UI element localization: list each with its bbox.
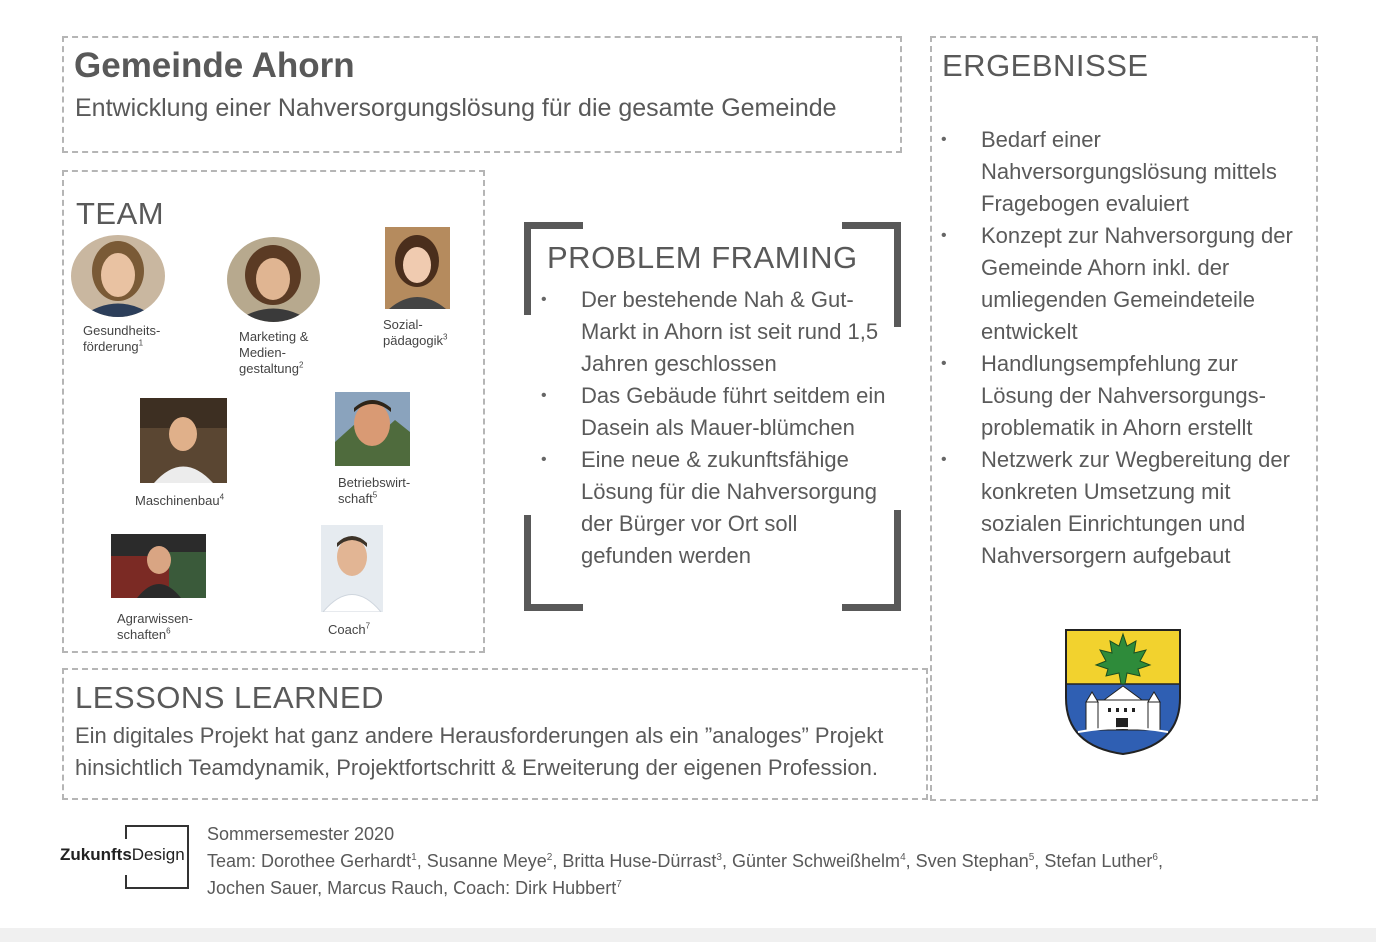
team-photo-5 [335, 392, 410, 466]
member-label: Gesundheits- [83, 323, 161, 338]
bottom-strip [0, 928, 1376, 942]
footer-team-prefix: Team: [207, 851, 262, 871]
member-label: Medien- [239, 345, 286, 360]
footer-footnote: 6 [1152, 852, 1158, 863]
footer-member: Stefan Luther [1044, 851, 1153, 871]
footer-member: Dorothee Gerhardt [261, 851, 412, 871]
footer-team-line-2 [207, 878, 622, 899]
logo-bold: Zukunfts [60, 845, 132, 864]
footer-footnote: 7 [616, 879, 622, 890]
list-item: • Netzwerk zur Wegbereitung der konkreten Umsetzung mit sozialen Einrichtungen und Nahversorgern aufgebaut [941, 444, 1313, 572]
list-item: • Der bestehende Nah & Gut-Markt in Ahorn ist seit rund 1,5 Jahren geschlossen [541, 284, 893, 380]
footer-member: Günter Schweißhelm [731, 851, 901, 871]
member-label: schaften [117, 627, 167, 642]
lessons-title: LESSONS LEARNED [75, 680, 384, 715]
list-item: • Das Gebäude führt seitdem ein Dasein als Mauer-blümchen [541, 380, 893, 444]
member-footnote: 7 [365, 621, 371, 631]
page-subtitle: Entwicklung einer Nahversorgungslösung für die gesamte Gemeinde [75, 94, 837, 122]
member-label: Coach [328, 622, 366, 637]
team-photo-7 [321, 525, 383, 612]
member-label: schaft [338, 491, 373, 506]
list-item: • Handlungsempfehlung zur Lösung der Nahversorgungs-problematik in Ahorn erstellt [941, 348, 1313, 444]
list-item: • Eine neue & zukunftsfähige Lösung für die Nahversorgung der Bürger vor Ort soll gefunden werden [541, 444, 893, 572]
list-item: • Bedarf einer Nahversorgungslösung mittels Fragebogen evaluiert [941, 124, 1313, 220]
team-photo-3 [385, 227, 450, 309]
problem-framing-title: PROBLEM FRAMING [547, 240, 858, 275]
logo-regular: Design [131, 845, 185, 864]
footer-member: Britta Huse-Dürrast [562, 851, 717, 871]
footer-member: Sven Stephan [915, 851, 1029, 871]
problem-framing-list [541, 284, 893, 572]
team-photo-2 [227, 237, 320, 322]
member-label: Agrarwissen- [117, 611, 193, 626]
member-footnote: 3 [443, 332, 448, 342]
member-label: Sozial- [383, 317, 423, 332]
footer-footnote: 1 [411, 852, 417, 863]
member-label: Maschinenbau [135, 493, 220, 508]
zukunftsdesign-logo [58, 845, 187, 865]
team-photo-4 [140, 398, 227, 483]
member-label: pädagogik [383, 333, 443, 348]
footer-footnote: 4 [900, 852, 906, 863]
footer-footnote: 5 [1028, 852, 1035, 863]
member-footnote: 4 [219, 492, 225, 502]
footer-semester: Sommersemester 2020 [207, 824, 395, 844]
ergebnisse-list [941, 124, 1313, 572]
team-photo-1 [71, 235, 165, 317]
member-label: förderung [83, 339, 139, 354]
member-footnote: 5 [372, 490, 378, 500]
team-title: TEAM [76, 196, 165, 231]
footer-coach: Dirk Hubbert [515, 878, 617, 898]
member-label: Betriebswirt- [338, 475, 411, 490]
member-label: gestaltung [239, 361, 299, 376]
footer-footnote: 2 [546, 852, 553, 863]
page-title: Gemeinde Ahorn [74, 46, 355, 85]
footer-team-line: Team: Dorothee Gerhardt$^1$, Susanne Meye$^2$, Britta Huse-Dürrast$^3$, Günter Schweißhelm$^4$, Sven Stephan$^5$, Stefan Luther$^6$, [207, 851, 1163, 871]
list-item: • Konzept zur Nahversorgung der Gemeinde Ahorn inkl. der umliegenden Gemeindeteile entwickelt [941, 220, 1313, 348]
member-footnote: 2 [299, 360, 304, 370]
footer-line3-prefix: Jochen Sauer, Marcus Rauch, Coach: [207, 878, 516, 898]
footer-footnote: 3 [716, 852, 722, 863]
team-photo-6 [111, 534, 206, 598]
member-label: Marketing & [239, 329, 309, 344]
member-footnote: 6 [166, 626, 171, 636]
ergebnisse-title: ERGEBNISSE [942, 48, 1149, 83]
coat-of-arms [1064, 628, 1182, 756]
member-footnote: 1 [138, 338, 144, 348]
footer-member: Susanne Meye [426, 851, 547, 871]
lessons-text: Ein digitales Projekt hat ganz andere Herausforderungen als ein ”analoges” Projekt hinsichtlich Teamdynamik, Projektfortschritt & Erweiterung der eigenen Profession. [75, 723, 884, 780]
